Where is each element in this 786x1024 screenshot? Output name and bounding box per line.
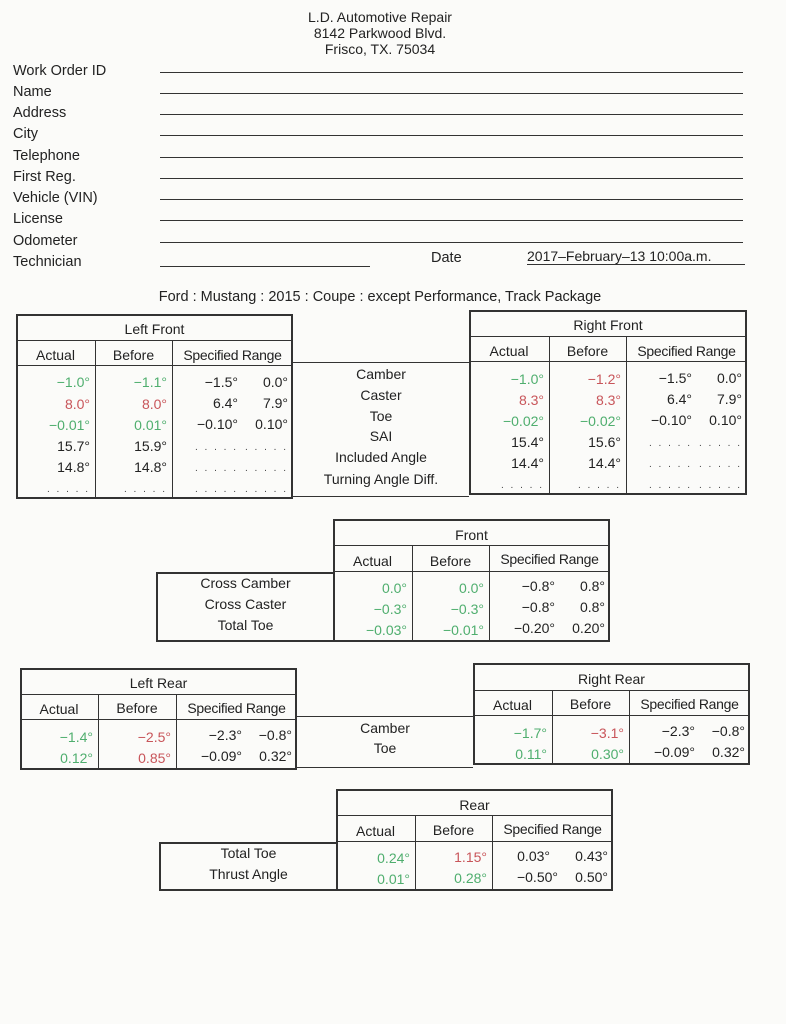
ra-thrust-actual: 0.01° — [377, 871, 410, 887]
lf-toe-min: −0.10° — [196, 416, 238, 432]
front-label-caster: Caster — [360, 387, 402, 403]
field-line-vehicle-vin[interactable] — [160, 199, 743, 200]
lr-toe-before: 0.85° — [138, 750, 171, 766]
lr-col-actual: Actual — [39, 701, 79, 717]
rear-connector-bottom — [297, 767, 473, 768]
fa-cross-camber-actual: 0.0° — [381, 580, 407, 596]
field-label-technician: Technician — [13, 254, 82, 270]
fa-cross-camber-before: 0.0° — [458, 580, 484, 596]
fa-total-toe-actual: −0.03° — [365, 622, 407, 638]
fa-title-rule — [333, 545, 610, 546]
lr-title-rule — [20, 694, 297, 695]
ra-title-rule — [336, 815, 613, 816]
date-label: Date — [431, 250, 462, 266]
lf-camber-before: −1.1° — [133, 374, 167, 390]
vehicle-description: Ford : Mustang : 2015 : Coupe : except Performance, Track Package — [158, 289, 602, 305]
field-label-city: City — [13, 126, 38, 142]
rf-toe-min: −0.10° — [650, 412, 692, 428]
rf-col-before: Before — [566, 343, 609, 359]
fa-cross-caster-before: −0.3° — [450, 601, 484, 617]
ra-label-thrust-angle: Thrust Angle — [209, 866, 288, 882]
rf-turning-min: . . . . . — [648, 480, 692, 491]
left-rear-title: Left Rear — [129, 675, 188, 691]
lf-turning-min: . . . . . — [194, 484, 238, 495]
rear-axle-title: Rear — [459, 797, 490, 813]
field-line-technician[interactable] — [160, 266, 370, 267]
shop-name: L.D. Automotive Repair — [308, 9, 452, 25]
ra-col-actual: Actual — [356, 823, 395, 839]
ra-label-total-toe: Total Toe — [220, 845, 277, 861]
field-line-license[interactable] — [160, 220, 743, 221]
rf-caster-actual: 8.3° — [518, 392, 544, 408]
lf-toe-before: 0.01° — [134, 417, 167, 433]
front-axle-title: Front — [455, 527, 488, 543]
rf-sai-max: . . . . . — [698, 438, 742, 449]
lf-toe-actual: −0.01° — [48, 417, 90, 433]
ra-col-before: Before — [432, 822, 475, 838]
rf-camber-min: −1.5° — [658, 370, 692, 386]
ra-thrust-before: 0.28° — [454, 870, 487, 886]
right-rear-title: Right Rear — [578, 671, 645, 687]
lf-included-actual: 14.8° — [57, 459, 90, 475]
lf-title-rule — [16, 340, 293, 341]
lr-camber-min: −2.3° — [208, 727, 242, 743]
rf-caster-min: 6.4° — [666, 391, 692, 407]
lf-header-rule — [16, 365, 293, 366]
rr-toe-before: 0.30° — [591, 746, 624, 762]
lf-sai-max: . . . . . — [244, 442, 288, 453]
lf-included-before: 14.8° — [134, 459, 167, 475]
fa-label-cross-caster: Cross Caster — [204, 596, 287, 612]
lf-camber-min: −1.5° — [204, 374, 238, 390]
ra-total-toe-max: 0.43° — [575, 848, 608, 864]
lf-camber-max: 0.0° — [262, 374, 288, 390]
ra-total-toe-min: 0.03° — [517, 848, 550, 864]
fa-col-before: Before — [429, 553, 472, 569]
left-front-title: Left Front — [124, 321, 185, 337]
front-label-sai: SAI — [369, 428, 393, 444]
lr-col-before: Before — [116, 700, 158, 716]
front-label-included-angle: Included Angle — [335, 449, 427, 465]
lr-camber-max: −0.8° — [258, 727, 292, 743]
fa-label-cross-camber: Cross Camber — [200, 575, 291, 591]
lr-camber-before: −2.5° — [137, 729, 171, 745]
rr-col-actual: Actual — [493, 697, 532, 713]
field-label-work-order-id: Work Order ID — [13, 63, 107, 79]
lf-included-max: . . . . . — [244, 463, 288, 474]
fa-header-rule — [333, 571, 610, 572]
front-label-toe: Toe — [369, 408, 393, 424]
fa-cross-caster-actual: −0.3° — [373, 601, 407, 617]
ra-total-toe-before: 1.15° — [454, 849, 487, 865]
rf-turning-before: . . . . . — [577, 480, 621, 491]
field-label-license: License — [13, 211, 63, 227]
lf-turning-actual: . . . . . — [46, 484, 90, 495]
rf-toe-before: −0.02° — [579, 413, 621, 429]
lf-camber-actual: −1.0° — [56, 374, 90, 390]
fa-cross-caster-max: 0.8° — [579, 599, 605, 615]
lf-caster-actual: 8.0° — [64, 396, 90, 412]
lf-caster-min: 6.4° — [212, 395, 238, 411]
fa-label-total-toe: Total Toe — [217, 617, 274, 633]
rr-col-before: Before — [569, 696, 612, 712]
rr-camber-max: −0.8° — [711, 723, 745, 739]
rr-camber-actual: −1.7° — [513, 725, 547, 741]
ra-header-rule — [336, 841, 613, 842]
rf-title-rule — [469, 336, 747, 337]
fa-col-spec: Specified Range — [500, 551, 599, 567]
fa-total-toe-min: −0.20° — [513, 620, 555, 636]
fa-cross-camber-max: 0.8° — [579, 578, 605, 594]
rf-col-spec: Specified Range — [637, 343, 736, 359]
rf-included-before: 14.4° — [588, 455, 621, 471]
lf-turning-max: . . . . . — [244, 484, 288, 495]
lf-toe-max: 0.10° — [255, 416, 288, 432]
rf-turning-max: . . . . . — [698, 480, 742, 491]
field-line-work-order-id[interactable] — [160, 72, 743, 73]
lf-col-actual: Actual — [36, 347, 75, 363]
lr-col-spec: Specified Range — [187, 700, 286, 716]
rr-col-spec: Specified Range — [640, 696, 739, 712]
rr-camber-before: −3.1° — [590, 725, 624, 741]
lr-camber-actual: −1.4° — [59, 729, 93, 745]
field-line-first-reg[interactable] — [160, 178, 743, 179]
rf-camber-actual: −1.0° — [510, 371, 544, 387]
lf-caster-before: 8.0° — [141, 396, 167, 412]
rf-turning-actual: . . . . . — [500, 480, 544, 491]
lr-toe-min: −0.09° — [200, 748, 242, 764]
rf-camber-max: 0.0° — [716, 370, 742, 386]
field-line-address[interactable] — [160, 114, 743, 115]
rf-header-rule — [469, 361, 747, 362]
lf-included-min: . . . . . — [194, 463, 238, 474]
lf-sai-actual: 15.7° — [57, 438, 90, 454]
fa-cross-camber-min: −0.8° — [521, 578, 555, 594]
rear-connector-top — [297, 716, 473, 717]
fa-total-toe-before: −0.01° — [442, 622, 484, 638]
date-value: 2017–February–13 10:00a.m. — [527, 248, 745, 265]
ra-thrust-min: −0.50° — [516, 869, 558, 885]
ra-thrust-max: 0.50° — [575, 869, 608, 885]
front-connector-bottom — [293, 496, 469, 497]
lf-sai-before: 15.9° — [134, 438, 167, 454]
rf-included-min: . . . . . — [648, 459, 692, 470]
field-label-telephone: Telephone — [13, 148, 80, 164]
fa-col-actual: Actual — [353, 553, 392, 569]
lf-caster-max: 7.9° — [262, 395, 288, 411]
front-label-turning-angle-diff: Turning Angle Diff. — [323, 471, 439, 487]
shop-street: 8142 Parkwood Blvd. — [313, 25, 447, 41]
right-front-title: Right Front — [573, 317, 643, 333]
rf-camber-before: −1.2° — [587, 371, 621, 387]
field-label-first-reg: First Reg. — [13, 169, 76, 185]
lr-header-rule — [20, 719, 297, 720]
field-label-vehicle-vin: Vehicle (VIN) — [13, 190, 98, 206]
front-label-camber: Camber — [356, 366, 406, 382]
rr-header-rule — [473, 715, 750, 716]
lr-toe-actual: 0.12° — [60, 750, 93, 766]
rr-camber-min: −2.3° — [661, 723, 695, 739]
lf-col-before: Before — [112, 347, 155, 363]
field-line-odometer[interactable] — [160, 242, 743, 243]
rear-label-camber: Camber — [360, 720, 410, 736]
field-line-city[interactable] — [160, 135, 743, 136]
fa-total-toe-max: 0.20° — [572, 620, 605, 636]
lr-toe-max: 0.32° — [259, 748, 292, 764]
rf-included-actual: 14.4° — [511, 455, 544, 471]
lf-turning-before: . . . . . — [123, 484, 167, 495]
ra-col-spec: Specified Range — [503, 821, 602, 837]
fa-cross-caster-min: −0.8° — [521, 599, 555, 615]
field-line-telephone[interactable] — [160, 157, 743, 158]
front-connector-top — [293, 362, 469, 363]
rf-caster-before: 8.3° — [595, 392, 621, 408]
rear-label-toe: Toe — [373, 740, 397, 756]
rf-toe-max: 0.10° — [709, 412, 742, 428]
field-line-name[interactable] — [160, 93, 743, 94]
rf-toe-actual: −0.02° — [502, 413, 544, 429]
shop-city: Frisco, TX. 75034 — [324, 41, 436, 57]
rr-toe-max: 0.32° — [712, 744, 745, 760]
rf-included-max: . . . . . — [698, 459, 742, 470]
rf-sai-before: 15.6° — [588, 434, 621, 450]
lf-sai-min: . . . . . — [194, 442, 238, 453]
rr-title-rule — [473, 690, 750, 691]
field-label-odometer: Odometer — [13, 233, 78, 249]
rf-col-actual: Actual — [489, 343, 529, 359]
field-label-name: Name — [13, 84, 52, 100]
rr-toe-actual: 0.11° — [515, 746, 547, 762]
field-label-address: Address — [13, 105, 67, 121]
lf-col-spec: Specified Range — [183, 347, 282, 363]
rr-toe-min: −0.09° — [653, 744, 695, 760]
rf-caster-max: 7.9° — [716, 391, 742, 407]
rf-sai-actual: 15.4° — [511, 434, 544, 450]
ra-total-toe-actual: 0.24° — [377, 850, 410, 866]
rf-sai-min: . . . . . — [648, 438, 692, 449]
